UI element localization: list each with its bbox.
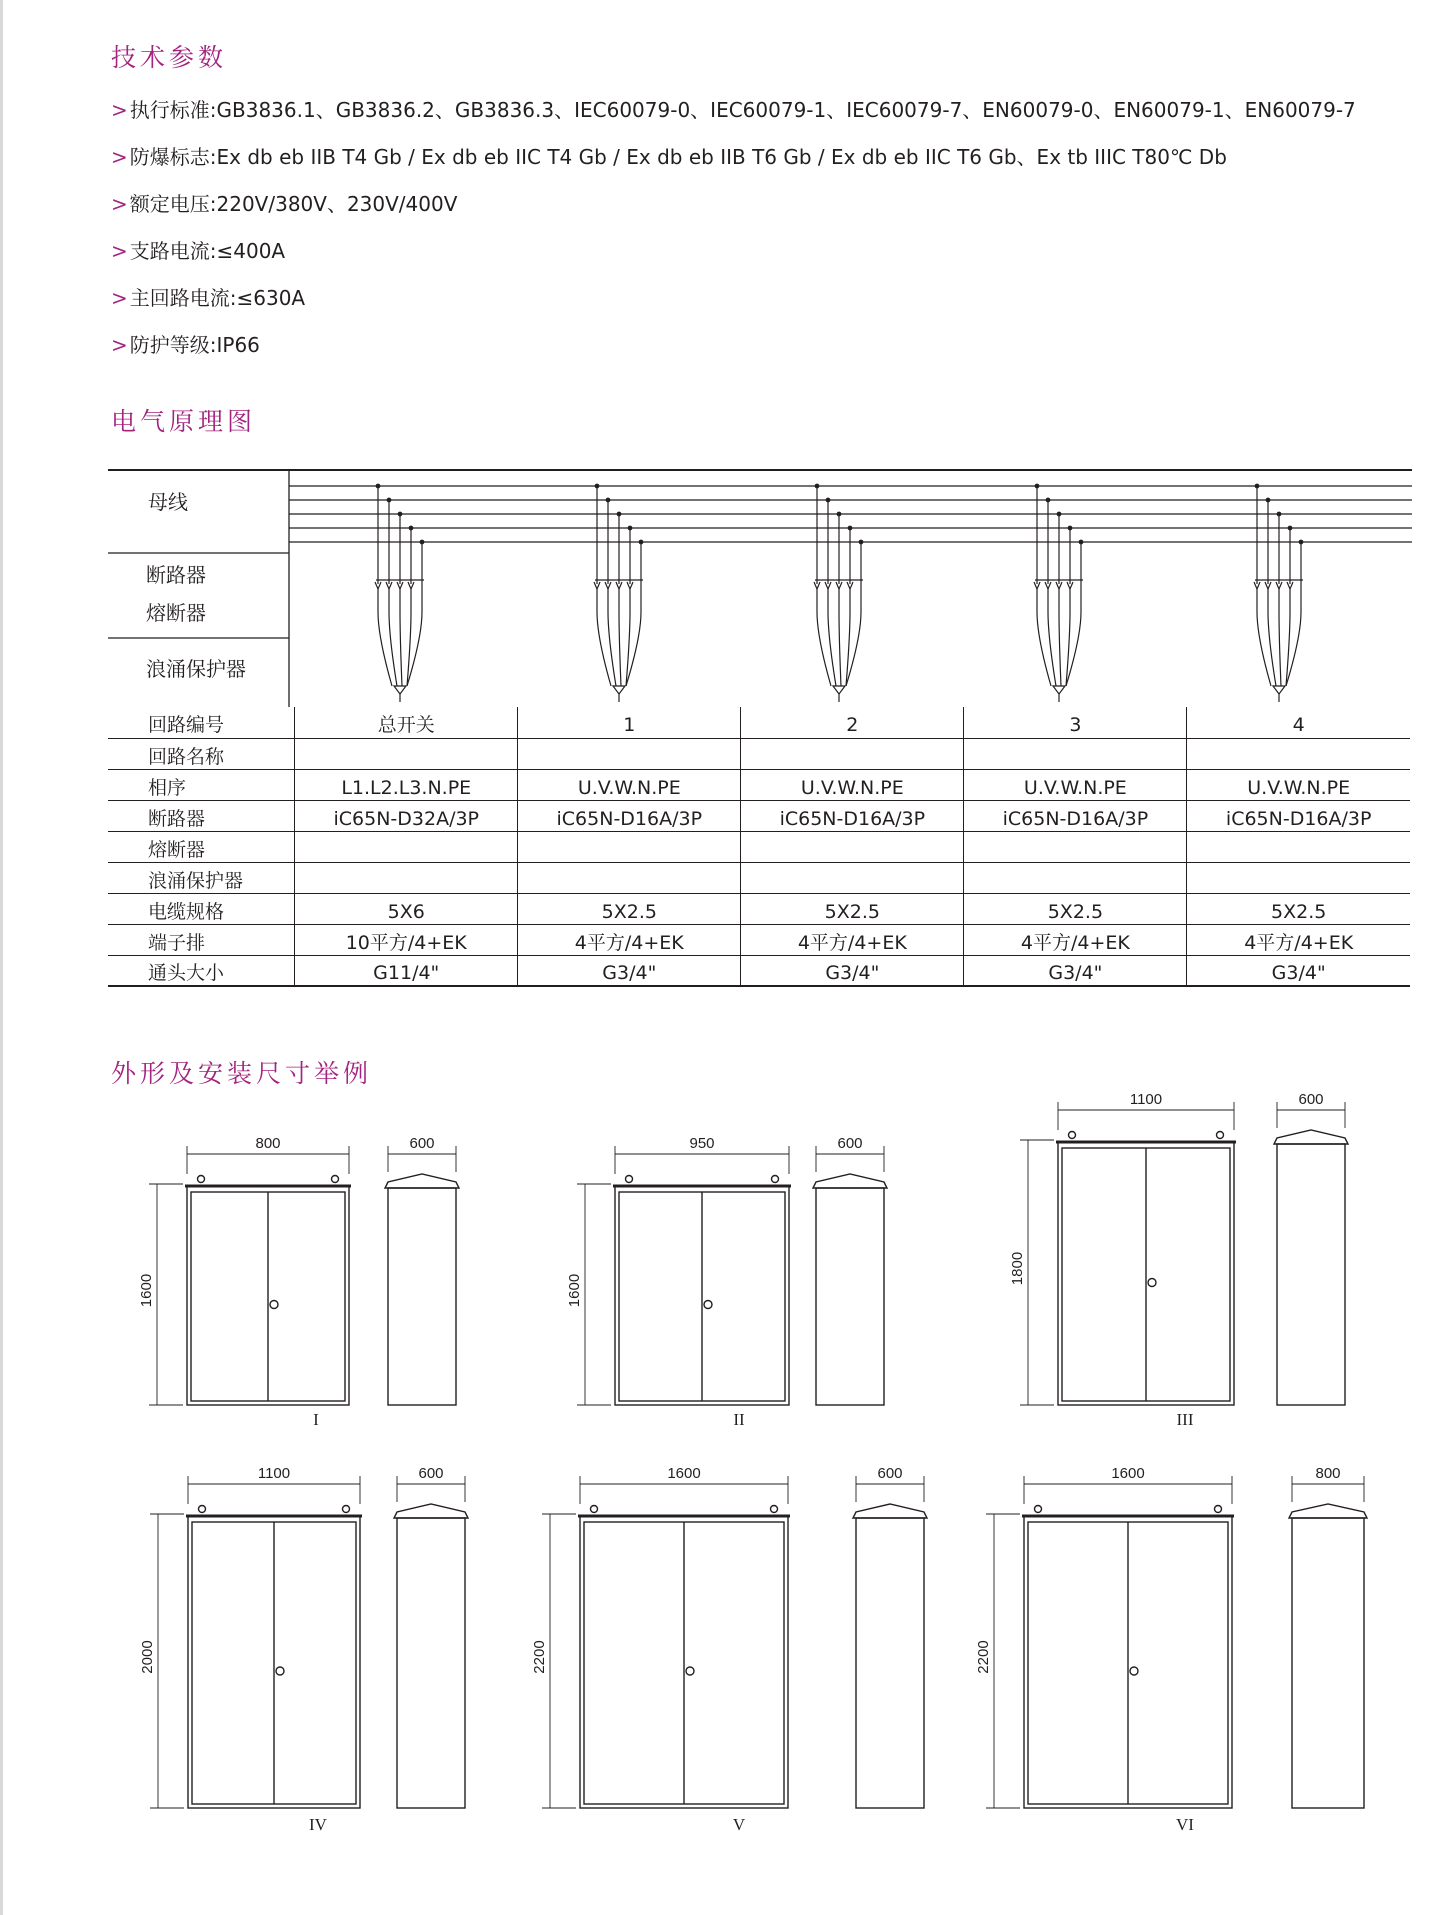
bus-tap-dot	[606, 498, 610, 502]
table-cell: iC65N-D16A/3P	[518, 800, 741, 831]
table-row	[108, 769, 1410, 800]
param-explosion-mark	[111, 143, 1421, 190]
cabinet-side-body	[1292, 1518, 1364, 1808]
table-row	[108, 924, 1410, 955]
width-dimension-label: 950	[689, 1135, 715, 1152]
surge-triangle-icon	[1053, 686, 1065, 694]
surge-wire	[1048, 589, 1056, 686]
surge-wire	[619, 589, 621, 686]
lifting-eye-icon	[332, 1176, 339, 1183]
cabinet-drawings	[0, 1080, 1441, 1915]
param-main-current	[111, 284, 1421, 331]
table-cell: 4平方/4+EK	[518, 924, 741, 955]
table-cell: 1	[518, 707, 741, 738]
table-cell: 5X2.5	[741, 893, 964, 924]
table-row	[108, 738, 1410, 769]
table-cell: G11/4"	[295, 955, 518, 986]
table-cell	[518, 862, 741, 893]
table-cell	[295, 738, 518, 769]
circuit-spec-table	[108, 707, 1410, 987]
height-dimension-label: 2200	[531, 1640, 548, 1674]
cabinet-roof	[385, 1174, 459, 1188]
param-branch-current	[111, 237, 1421, 284]
row-label: 电缆规格	[108, 893, 295, 924]
surge-wire	[400, 589, 402, 686]
surge-wire	[1268, 589, 1276, 686]
bus-tap-dot	[387, 498, 391, 502]
lifting-eye-icon	[343, 1506, 350, 1513]
table-cell	[964, 862, 1187, 893]
tech-params-list	[111, 96, 1421, 378]
table-cell: L1.L2.L3.N.PE	[295, 769, 518, 800]
row-label: 端子排	[108, 924, 295, 955]
cabinet-roof	[813, 1174, 887, 1188]
bus-tap-dot	[1299, 540, 1303, 544]
table-cell	[741, 738, 964, 769]
depth-dimension-label: 600	[409, 1135, 435, 1152]
cabinet-IV	[150, 1476, 468, 1808]
surge-wire	[389, 589, 397, 686]
bullet-arrow-icon: >	[111, 333, 128, 357]
schematic-label-fuse: 熔断器	[146, 601, 206, 625]
cabinet-roman-label: III	[1176, 1410, 1194, 1429]
param-protection-level	[111, 331, 1421, 378]
table-cell: iC65N-D32A/3P	[295, 800, 518, 831]
cabinet-III	[1020, 1102, 1348, 1405]
cabinet-roof	[1274, 1130, 1348, 1144]
schematic-label-bus: 母线	[148, 490, 188, 514]
table-row	[108, 893, 1410, 924]
door-handle-icon	[276, 1667, 284, 1675]
table-cell	[1187, 831, 1410, 862]
lifting-eye-icon	[591, 1506, 598, 1513]
surge-triangle-icon	[394, 686, 406, 694]
param-text: 主回路电流:≤630A	[129, 286, 306, 310]
table-cell	[518, 831, 741, 862]
lifting-eye-icon	[1215, 1506, 1222, 1513]
table-cell: 3	[964, 707, 1187, 738]
bus-tap-dot	[398, 512, 402, 516]
depth-dimension-label: 600	[877, 1465, 903, 1482]
width-dimension-label: 800	[255, 1135, 281, 1152]
bullet-arrow-icon: >	[111, 192, 128, 216]
table-cell: 4	[1187, 707, 1410, 738]
bus-tap-dot	[826, 498, 830, 502]
door-handle-icon	[270, 1301, 278, 1309]
bus-tap-dot	[595, 484, 599, 488]
circuit	[1034, 484, 1083, 702]
bus-tap-dot	[837, 512, 841, 516]
table-cell: iC65N-D16A/3P	[964, 800, 1187, 831]
table-cell: 2	[741, 707, 964, 738]
table-cell	[295, 862, 518, 893]
cabinet-I	[149, 1146, 459, 1405]
cabinet-roof	[853, 1504, 927, 1518]
bus-tap-dot	[1068, 526, 1072, 530]
table-cell	[741, 831, 964, 862]
bus-tap-dot	[1288, 526, 1292, 530]
row-label: 断路器	[108, 800, 295, 831]
bullet-arrow-icon: >	[111, 145, 128, 169]
door-handle-icon	[1130, 1667, 1138, 1675]
table-cell	[741, 862, 964, 893]
table-cell: iC65N-D16A/3P	[741, 800, 964, 831]
table-cell	[295, 831, 518, 862]
param-text: 额定电压:220V/380V、230V/400V	[129, 192, 458, 216]
table-row	[108, 955, 1410, 986]
table-cell	[964, 738, 1187, 769]
table-row	[108, 707, 1410, 738]
lifting-eye-icon	[771, 1506, 778, 1513]
height-dimension-label: 1600	[566, 1273, 583, 1308]
table-cell	[518, 738, 741, 769]
width-dimension-label: 1100	[1129, 1091, 1163, 1108]
surge-wire	[1066, 589, 1070, 686]
table-cell	[1187, 738, 1410, 769]
bus-tap-dot	[1277, 512, 1281, 516]
row-label: 浪涌保护器	[108, 862, 295, 893]
door-handle-icon	[704, 1301, 712, 1309]
surge-triangle-icon	[1273, 686, 1285, 694]
cabinet-side-body	[816, 1188, 884, 1405]
row-label: 熔断器	[108, 831, 295, 862]
depth-dimension-label: 800	[1315, 1465, 1341, 1482]
table-cell: G3/4"	[964, 955, 1187, 986]
table-cell: iC65N-D16A/3P	[1187, 800, 1410, 831]
lifting-eye-icon	[198, 1176, 205, 1183]
surge-wire	[839, 589, 841, 686]
table-cell: 4平方/4+EK	[964, 924, 1187, 955]
depth-dimension-label: 600	[1298, 1091, 1324, 1108]
lifting-eye-icon	[1069, 1132, 1076, 1139]
table-cell: G3/4"	[741, 955, 964, 986]
table-cell	[1187, 862, 1410, 893]
lifting-eye-icon	[1035, 1506, 1042, 1513]
depth-dimension-label: 600	[837, 1135, 863, 1152]
cabinet-roman-label: V	[732, 1815, 746, 1834]
table-cell: 4平方/4+EK	[1187, 924, 1410, 955]
cabinet-VI	[986, 1476, 1367, 1808]
section-title-tech-params: 技术参数	[111, 43, 228, 72]
bus-tap-dot	[409, 526, 413, 530]
bus-tap-dot	[376, 484, 380, 488]
table-cell: U.V.W.N.PE	[964, 769, 1187, 800]
cabinet-roman-label: II	[733, 1410, 745, 1429]
lifting-eye-icon	[1217, 1132, 1224, 1139]
table-cell: 5X2.5	[1187, 893, 1410, 924]
height-dimension-label: 2000	[139, 1640, 156, 1674]
table-cell: 4平方/4+EK	[741, 924, 964, 955]
lifting-eye-icon	[626, 1176, 633, 1183]
circuit	[814, 484, 863, 702]
cabinet-II	[577, 1146, 887, 1405]
param-text: 支路电流:≤400A	[129, 239, 286, 263]
table-cell	[964, 831, 1187, 862]
bus-tap-dot	[1035, 484, 1039, 488]
table-row	[108, 800, 1410, 831]
table-cell: 5X2.5	[964, 893, 1187, 924]
table-cell: 5X6	[295, 893, 518, 924]
cabinet-side-body	[397, 1518, 465, 1808]
bus-tap-dot	[628, 526, 632, 530]
width-dimension-label: 1100	[257, 1465, 291, 1482]
cabinet-side-body	[856, 1518, 924, 1808]
schematic-label-breaker: 断路器	[146, 563, 206, 587]
circuit-group	[375, 484, 1303, 702]
bus-tap-dot	[848, 526, 852, 530]
bus-tap-dot	[1057, 512, 1061, 516]
bullet-arrow-icon: >	[111, 286, 128, 310]
row-label: 回路编号	[108, 707, 295, 738]
cabinet-roof	[394, 1504, 468, 1518]
bus-tap-dot	[639, 540, 643, 544]
bullet-arrow-icon: >	[111, 98, 128, 122]
cabinet-side-body	[388, 1188, 456, 1405]
surge-wire	[407, 589, 411, 686]
bus-tap-dot	[420, 540, 424, 544]
door-handle-icon	[1148, 1279, 1156, 1287]
bus-tap-dot	[617, 512, 621, 516]
height-dimension-label: 2200	[975, 1640, 992, 1674]
bus-tap-dot	[815, 484, 819, 488]
section-title-dimensions: 外形及安装尺寸举例	[111, 1059, 373, 1088]
door-handle-icon	[686, 1667, 694, 1675]
lifting-eye-icon	[199, 1506, 206, 1513]
param-standard	[111, 96, 1421, 143]
cabinet-side-body	[1277, 1144, 1345, 1405]
surge-triangle-icon	[613, 686, 625, 694]
bus-tap-dot	[1266, 498, 1270, 502]
cabinet-roman-label: IV	[309, 1815, 327, 1834]
bullet-arrow-icon: >	[111, 239, 128, 263]
circuit	[594, 484, 643, 702]
param-text: 防爆标志:Ex db eb IIB T4 Gb / Ex db eb IIC T4 Gb / Ex db eb IIB T6 Gb / Ex db eb IIC T6 Gb、Ex tb IIIC T80℃ Db	[129, 145, 1227, 169]
depth-dimension-label: 600	[418, 1465, 444, 1482]
cabinet-V	[542, 1476, 927, 1808]
schematic-label-surge: 浪涌保护器	[146, 657, 246, 681]
lifting-eye-icon	[772, 1176, 779, 1183]
table-cell: 10平方/4+EK	[295, 924, 518, 955]
cabinet-roman-label: VI	[1176, 1815, 1194, 1834]
electrical-schematic	[108, 462, 1412, 708]
table-row	[108, 831, 1410, 862]
surge-wire	[828, 589, 836, 686]
bus-tap-dot	[1255, 484, 1259, 488]
section-title-schematic: 电气原理图	[111, 407, 257, 436]
table-cell: U.V.W.N.PE	[518, 769, 741, 800]
height-dimension-label: 1800	[1009, 1251, 1026, 1286]
row-label: 相序	[108, 769, 295, 800]
table-cell: 5X2.5	[518, 893, 741, 924]
surge-triangle-icon	[833, 686, 845, 694]
param-text: 防护等级:IP66	[129, 333, 260, 357]
surge-wire	[608, 589, 616, 686]
cabinet-roof	[1289, 1504, 1367, 1518]
surge-wire	[1286, 589, 1290, 686]
circuit	[1254, 484, 1303, 702]
table-cell: 总开关	[295, 707, 518, 738]
bus-tap-dot	[1046, 498, 1050, 502]
surge-wire	[846, 589, 850, 686]
surge-wire	[626, 589, 630, 686]
circuit	[375, 484, 424, 702]
surge-wire	[1059, 589, 1061, 686]
surge-wire	[1279, 589, 1281, 686]
table-cell: G3/4"	[1187, 955, 1410, 986]
bus-tap-dot	[1079, 540, 1083, 544]
param-text: 执行标准:GB3836.1、GB3836.2、GB3836.3、IEC60079-0、IEC60079-1、IEC60079-7、EN60079-0、EN60079-1、EN60079-7	[129, 98, 1356, 122]
table-cell: G3/4"	[518, 955, 741, 986]
cabinet-roman-label: I	[313, 1410, 319, 1429]
table-row	[108, 862, 1410, 893]
table-cell: U.V.W.N.PE	[741, 769, 964, 800]
width-dimension-label: 1600	[667, 1465, 701, 1482]
height-dimension-label: 1600	[138, 1273, 155, 1308]
bus-tap-dot	[859, 540, 863, 544]
param-rated-voltage	[111, 190, 1421, 237]
width-dimension-label: 1600	[1111, 1465, 1145, 1482]
table-cell: U.V.W.N.PE	[1187, 769, 1410, 800]
row-label: 回路名称	[108, 738, 295, 769]
row-label: 通头大小	[108, 955, 295, 986]
